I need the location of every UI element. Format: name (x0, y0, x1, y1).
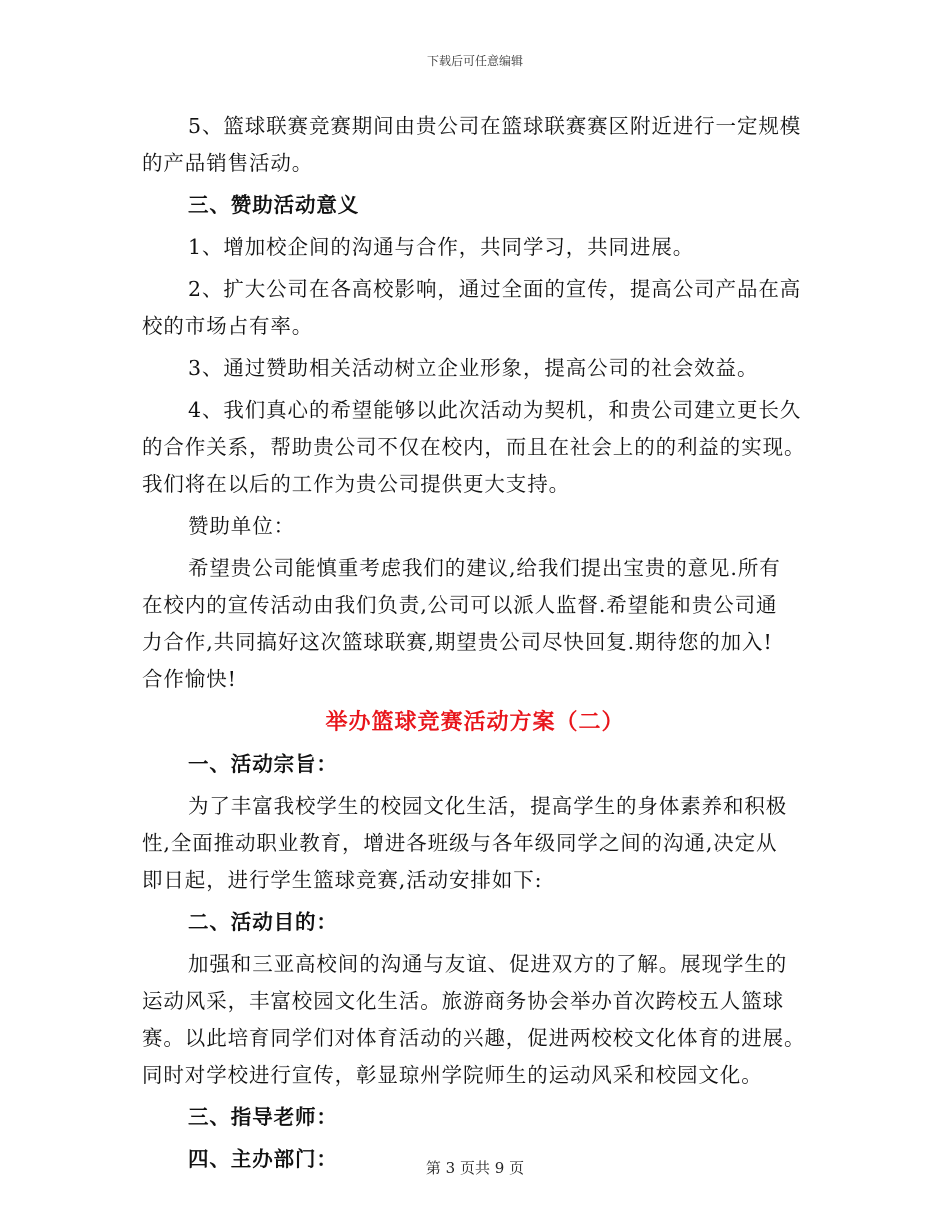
heading-activity-goal: 二、活动目的： (188, 910, 338, 934)
paragraph-significance-4 (142, 392, 808, 503)
paragraph-closing (142, 550, 808, 698)
paragraph-significance-1: 1、增加校企间的沟通与合作，共同学习，共同进展。 (188, 235, 695, 259)
text-line: 合作愉快! (142, 667, 237, 691)
paragraph-sponsor-item-5 (142, 108, 808, 182)
page-footer: 第 3 页共 9 页 (425, 1159, 525, 1177)
text-line: 性,全面推动职业教育，增进各班级与各年级同学之间的沟通,决定从 (142, 831, 778, 855)
heading-sponsor-significance: 三、赞助活动意义 (188, 193, 360, 217)
text-line: 即日起，进行学生篮球竞赛,活动安排如下: (142, 868, 543, 892)
text-line: 同时对学校进行宣传，彰显琼州学院师生的运动风采和校园文化。 (142, 1063, 763, 1087)
text-line: 校的市场占有率。 (142, 314, 314, 338)
text-line: 运动风采，丰富校园文化生活。旅游商务协会举办首次跨校五人篮球 (142, 989, 784, 1013)
text-line: 的产品销售活动。 (142, 151, 314, 175)
paragraph-activity-goal (142, 946, 808, 1094)
text-line: 为了丰富我校学生的校园文化生活，提高学生的身体素养和积极 (188, 794, 788, 818)
text-line: 4、我们真心的希望能够以此次活动为契机，和贵公司建立更长久 (188, 398, 802, 422)
paragraph-significance-2 (142, 271, 808, 345)
text-line: 希望贵公司能慎重考虑我们的建议,给我们提出宝贵的意见.所有 (188, 556, 781, 580)
text-line: 在校内的宣传活动由我们负责,公司可以派人监督.希望能和贵公司通 (142, 593, 778, 617)
text-line: 我们将在以后的工作为贵公司提供更大支持。 (142, 472, 570, 496)
paragraph-activity-purpose (142, 788, 808, 899)
heading-advisor: 三、指导老师： (188, 1105, 338, 1129)
text-line: 2、扩大公司在各高校影响，通过全面的宣传，提高公司产品在高 (188, 277, 802, 301)
text-line: 加强和三亚高校间的沟通与友谊、促进双方的了解。展现学生的 (188, 952, 788, 976)
text-line: 5、篮球联赛竞赛期间由贵公司在篮球联赛赛区附近进行一定规模 (188, 114, 802, 138)
section-title: 举办篮球竞赛活动方案（二） (325, 709, 625, 735)
heading-activity-purpose: 一、活动宗旨： (188, 752, 338, 776)
text-line: 力合作,共同搞好这次篮球联赛,期望贵公司尽快回复.期待您的加入! (142, 630, 773, 654)
paragraph-significance-3: 3、通过赞助相关活动树立企业形象，提高公司的社会效益。 (188, 356, 759, 380)
text-line: 赛。以此培育同学们对体育活动的兴趣，促进两校校文化体育的进展。 (142, 1026, 806, 1050)
heading-organizer: 四、主办部门： (188, 1147, 338, 1171)
page-header: 下载后可任意编辑 (426, 54, 523, 68)
text-line: 的合作关系，帮助贵公司不仅在校内，而且在社会上的的利益的实现。 (142, 435, 806, 459)
document-body (142, 108, 808, 1178)
sponsor-unit-label: 赞助单位： (188, 514, 295, 538)
